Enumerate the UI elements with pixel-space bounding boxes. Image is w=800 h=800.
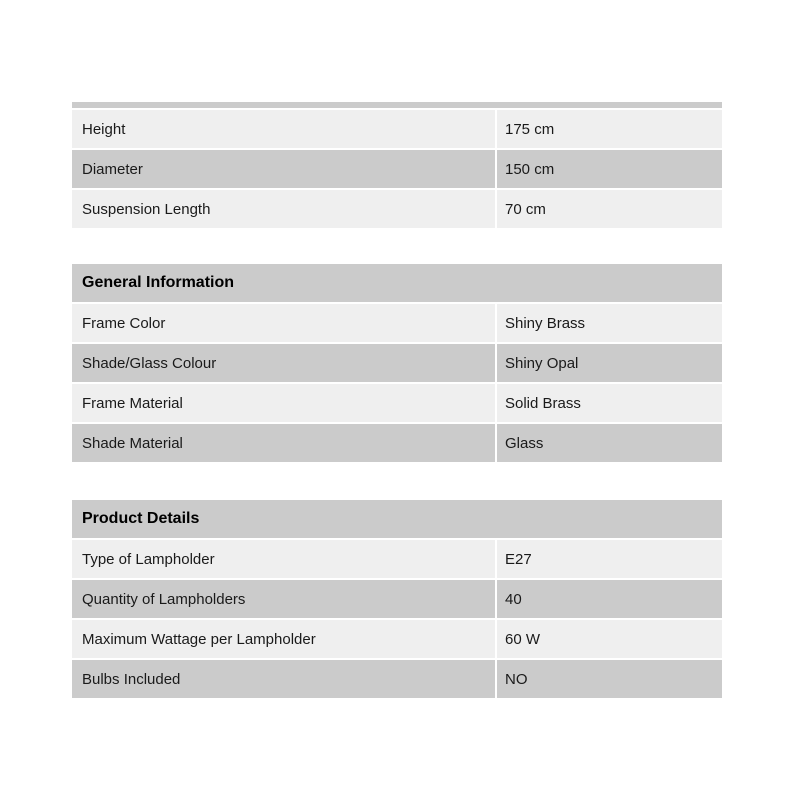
spec-label: Type of Lampholder bbox=[82, 550, 215, 568]
spec-value: Glass bbox=[495, 424, 722, 462]
spec-value: 60 W bbox=[495, 620, 722, 658]
section-product-details bbox=[72, 500, 722, 698]
spec-label: Frame Material bbox=[82, 394, 183, 412]
section-header: Product Details bbox=[72, 500, 722, 538]
spec-value: E27 bbox=[495, 540, 722, 578]
spec-row-diameter bbox=[72, 150, 722, 188]
spec-row-suspension-length bbox=[72, 190, 722, 228]
spec-value: 175 cm bbox=[495, 110, 722, 148]
spec-row-type-of-lampholder bbox=[72, 540, 722, 578]
spec-table bbox=[72, 102, 722, 698]
spec-value: 150 cm bbox=[495, 150, 722, 188]
spec-row-quantity-of-lampholders bbox=[72, 580, 722, 618]
spec-row-shade-glass-colour bbox=[72, 344, 722, 382]
spec-value: Shiny Brass bbox=[495, 304, 722, 342]
spec-row-maximum-wattage bbox=[72, 620, 722, 658]
spec-value: Solid Brass bbox=[495, 384, 722, 422]
spec-label: Maximum Wattage per Lampholder bbox=[82, 630, 316, 648]
section-header: General Information bbox=[72, 264, 722, 302]
spec-row-frame-color bbox=[72, 304, 722, 342]
spec-row-frame-material bbox=[72, 384, 722, 422]
spec-value: 40 bbox=[495, 580, 722, 618]
spec-row-bulbs-included bbox=[72, 660, 722, 698]
spec-label: Quantity of Lampholders bbox=[82, 590, 246, 608]
spec-value: Shiny Opal bbox=[495, 344, 722, 382]
section-top-strip bbox=[72, 102, 722, 108]
spec-value: 70 cm bbox=[495, 190, 722, 228]
spec-value: NO bbox=[495, 660, 722, 698]
section-general-information bbox=[72, 264, 722, 462]
spec-label: Bulbs Included bbox=[82, 670, 181, 688]
spec-row-height bbox=[72, 110, 722, 148]
spec-label: Shade Material bbox=[82, 434, 183, 452]
spec-label: Height bbox=[82, 120, 126, 138]
spec-label: Diameter bbox=[82, 160, 143, 178]
spec-row-shade-material bbox=[72, 424, 722, 462]
spec-label: Shade/Glass Colour bbox=[82, 354, 217, 372]
spec-label: Suspension Length bbox=[82, 200, 211, 218]
section-dimensions bbox=[72, 102, 722, 228]
spec-label: Frame Color bbox=[82, 314, 166, 332]
